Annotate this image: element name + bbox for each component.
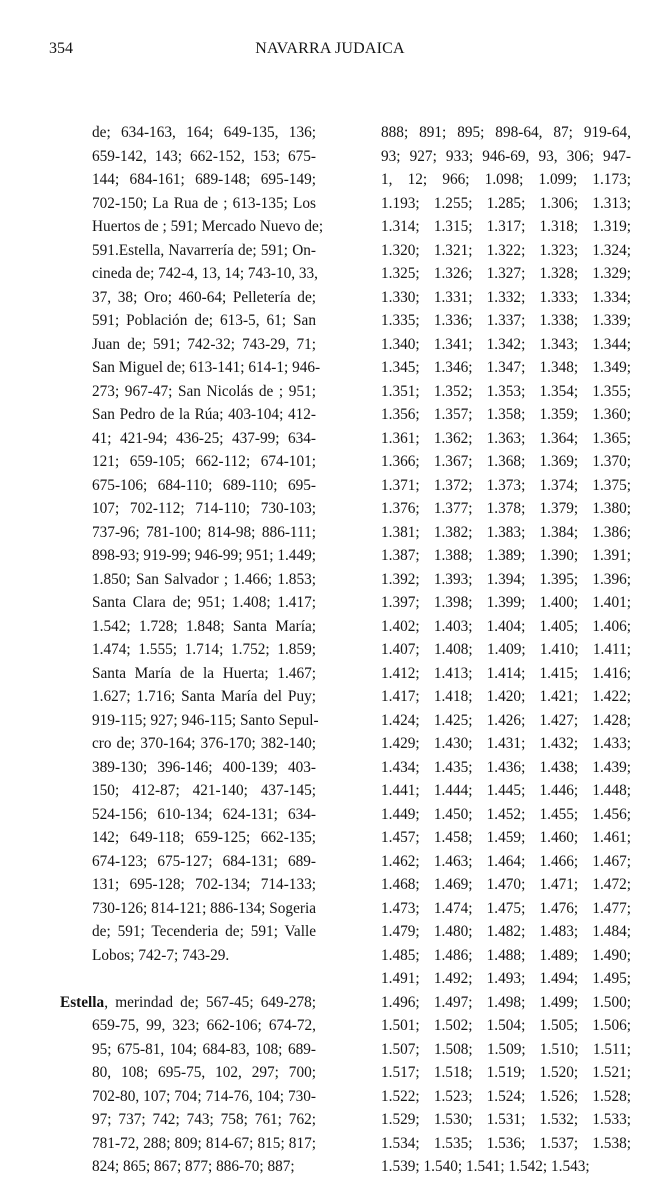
index-line: 1.449; 1.450; 1.452; 1.455; 1.456; xyxy=(381,805,631,823)
index-line: 1.320; 1.321; 1.322; 1.323; 1.324; xyxy=(381,241,631,259)
index-line: 95; 675-81, 104; 684-83, 108; 689- xyxy=(92,1040,316,1058)
index-line: 121; 659-105; 662-112; 674-101; xyxy=(92,453,316,470)
index-line: Santa María de la Huerta; 1.467; xyxy=(92,664,316,682)
index-entry-continuation xyxy=(92,121,324,967)
index-line: 1.366; 1.367; 1.368; 1.369; 1.370; xyxy=(381,453,631,470)
index-line: 1.507; 1.508; 1.509; 1.510; 1.511; xyxy=(381,1040,631,1058)
index-line: 737-96; 781-100; 814-98; 886-111; xyxy=(92,523,316,541)
index-line: 142; 649-118; 659-125; 662-135; xyxy=(92,829,316,846)
index-line: 898-93; 919-99; 946-99; 951; 1.449; xyxy=(92,547,316,564)
index-line: 1.407; 1.408; 1.409; 1.410; 1.411; xyxy=(381,641,631,658)
index-line: 702-80, 107; 704; 714-76, 104; 730- xyxy=(92,1087,316,1105)
index-line: 1.314; 1.315; 1.317; 1.318; 1.319; xyxy=(381,218,631,235)
index-line: 1.417; 1.418; 1.420; 1.421; 1.422; xyxy=(381,688,631,705)
index-line: 1.542; 1.728; 1.848; Santa María; xyxy=(92,617,316,635)
index-line: 1.381; 1.382; 1.383; 1.384; 1.386; xyxy=(381,523,631,541)
index-line: 1.345; 1.346; 1.347; 1.348; 1.349; xyxy=(381,359,631,376)
index-line: 1.376; 1.377; 1.378; 1.379; 1.380; xyxy=(381,500,631,517)
index-line: 131; 695-128; 702-134; 714-133; xyxy=(92,876,316,893)
index-entry-continuation-right xyxy=(381,121,631,1179)
index-line: 37, 38; Oro; 460-64; Pelletería de; xyxy=(92,288,316,306)
index-line: 1.473; 1.474; 1.475; 1.476; 1.477; xyxy=(381,899,631,917)
index-line: 1.474; 1.555; 1.714; 1.752; 1.859; xyxy=(92,641,316,658)
index-line: 1.539; 1.540; 1.541; 1.542; 1.543; xyxy=(381,1158,590,1175)
index-line: 1.335; 1.336; 1.337; 1.338; 1.339; xyxy=(381,312,631,329)
index-line: cro de; 370-164; 376-170; 382-140; xyxy=(92,735,316,752)
index-line: 674-123; 675-127; 684-131; 689- xyxy=(92,852,316,870)
right-column xyxy=(381,121,631,1179)
index-line: 919-115; 927; 946-115; Santo Sepul- xyxy=(92,711,319,729)
index-headword: Estella xyxy=(60,993,105,1011)
index-line: San Miguel de; 613-141; 614-1; 946- xyxy=(92,359,321,376)
index-line: cineda de; 742-4, 13, 14; 743-10, 33, xyxy=(92,265,319,282)
index-line: 144; 684-161; 689-148; 695-149; xyxy=(92,171,316,188)
index-line: 1.429; 1.430; 1.431; 1.432; 1.433; xyxy=(381,735,631,752)
index-line: 1.193; 1.255; 1.285; 1.306; 1.313; xyxy=(381,194,631,212)
index-line: 1.330; 1.331; 1.332; 1.333; 1.334; xyxy=(381,288,631,306)
index-line: Santa Clara de; 951; 1.408; 1.417; xyxy=(92,594,316,611)
index-line: 659-75, 99, 323; 662-106; 674-72, xyxy=(92,1017,316,1034)
index-line: 97; 737; 742; 743; 758; 761; 762; xyxy=(92,1111,316,1128)
index-line: 107; 702-112; 714-110; 730-103; xyxy=(92,500,316,517)
running-title: NAVARRA JUDAICA xyxy=(255,40,405,57)
index-line: Juan de; 591; 742-32; 743-29, 71; xyxy=(92,335,316,353)
index-line: 1, 12; 966; 1.098; 1.099; 1.173; xyxy=(381,171,631,188)
index-line: 659-142, 143; 662-152, 153; 675- xyxy=(92,147,316,165)
index-line: 93; 927; 933; 946-69, 93, 306; 947- xyxy=(381,147,631,165)
index-line: 1.340; 1.341; 1.342; 1.343; 1.344; xyxy=(381,335,631,353)
index-line: 1.485; 1.486; 1.488; 1.489; 1.490; xyxy=(381,946,631,964)
index-line: 675-106; 684-110; 689-110; 695- xyxy=(92,476,316,494)
index-line: 1.402; 1.403; 1.404; 1.405; 1.406; xyxy=(381,617,631,635)
index-line: 1.371; 1.372; 1.373; 1.374; 1.375; xyxy=(381,476,631,494)
index-line: de; 634-163, 164; 649-135, 136; xyxy=(92,124,316,141)
index-line: 1.522; 1.523; 1.524; 1.526; 1.528; xyxy=(381,1087,631,1105)
index-line: Huertos de ; 591; Mercado Nuevo de; xyxy=(92,218,324,235)
index-line: 1.387; 1.388; 1.389; 1.390; 1.391; xyxy=(381,547,631,564)
entry-gap xyxy=(92,967,316,991)
index-line: 702-150; La Rua de ; 613-135; Los xyxy=(92,194,316,212)
index-line: 781-72, 288; 809; 814-67; 815; 817; xyxy=(92,1134,316,1152)
index-line: 591.Estella, Navarrería de; 591; On- xyxy=(92,241,316,259)
page-number: 354 xyxy=(49,40,73,57)
index-line: 1.434; 1.435; 1.436; 1.438; 1.439; xyxy=(381,758,631,776)
index-line: 1.325; 1.326; 1.327; 1.328; 1.329; xyxy=(381,265,631,282)
index-line: 1.529; 1.530; 1.531; 1.532; 1.533; xyxy=(381,1111,631,1128)
index-line: 1.412; 1.413; 1.414; 1.415; 1.416; xyxy=(381,664,631,682)
index-line: de; 591; Tecenderia de; 591; Valle xyxy=(92,923,316,940)
index-line: 150; 412-87; 421-140; 437-145; xyxy=(92,782,316,799)
index-line: 1.491; 1.492; 1.493; 1.494; 1.495; xyxy=(381,970,631,987)
index-line: 1.627; 1.716; Santa María del Puy; xyxy=(92,688,316,705)
index-line: 888; 891; 895; 898-64, 87; 919-64, xyxy=(381,124,631,141)
index-line: Lobos; 742-7; 743-29. xyxy=(92,946,230,964)
index-entry-estella-merindad xyxy=(60,991,316,1179)
index-line: 80, 108; 695-75, 102, 297; 700; xyxy=(92,1064,316,1081)
index-line: 524-156; 610-134; 624-131; 634- xyxy=(92,805,316,823)
left-column xyxy=(60,121,324,1179)
index-line: 1.397; 1.398; 1.399; 1.400; 1.401; xyxy=(381,594,631,611)
index-line: 1.457; 1.458; 1.459; 1.460; 1.461; xyxy=(381,829,631,846)
index-line: 41; 421-94; 436-25; 437-99; 634- xyxy=(92,429,316,447)
index-line: 1.850; San Salvador ; 1.466; 1.853; xyxy=(92,570,316,588)
index-line xyxy=(60,991,316,1015)
index-line: 591; Población de; 613-5, 61; San xyxy=(92,312,316,329)
index-line: 1.392; 1.393; 1.394; 1.395; 1.396; xyxy=(381,570,631,588)
index-line: 1.351; 1.352; 1.353; 1.354; 1.355; xyxy=(381,382,631,400)
index-line: 1.468; 1.469; 1.470; 1.471; 1.472; xyxy=(381,876,631,893)
index-line-text: , merindad de; 567-45; 649-278; xyxy=(104,993,316,1011)
index-line: 1.501; 1.502; 1.504; 1.505; 1.506; xyxy=(381,1017,631,1034)
index-line: 389-130; 396-146; 400-139; 403- xyxy=(92,758,316,776)
index-line: 730-126; 814-121; 886-134; Sogeria xyxy=(92,899,316,917)
index-line: 1.441; 1.444; 1.445; 1.446; 1.448; xyxy=(381,782,631,799)
index-line: 1.517; 1.518; 1.519; 1.520; 1.521; xyxy=(381,1064,631,1081)
index-line: 1.424; 1.425; 1.426; 1.427; 1.428; xyxy=(381,711,631,729)
index-line: 1.534; 1.535; 1.536; 1.537; 1.538; xyxy=(381,1134,631,1152)
index-line: 1.479; 1.480; 1.482; 1.483; 1.484; xyxy=(381,923,631,940)
index-line: 1.462; 1.463; 1.464; 1.466; 1.467; xyxy=(381,852,631,870)
index-line: 1.356; 1.357; 1.358; 1.359; 1.360; xyxy=(381,406,631,423)
index-line: 824; 865; 867; 877; 886-70; 887; xyxy=(92,1158,295,1175)
index-line: 273; 967-47; San Nicolás de ; 951; xyxy=(92,382,316,400)
running-head xyxy=(0,40,660,64)
index-line: 1.361; 1.362; 1.363; 1.364; 1.365; xyxy=(381,429,631,447)
index-line: 1.496; 1.497; 1.498; 1.499; 1.500; xyxy=(381,993,631,1011)
index-line: San Pedro de la Rúa; 403-104; 412- xyxy=(92,406,316,423)
